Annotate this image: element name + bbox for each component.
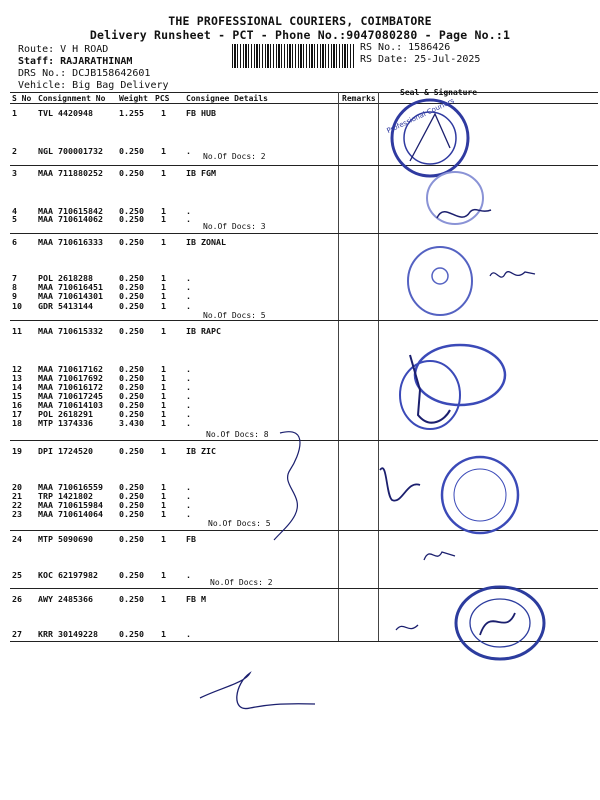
row-consignee: IB FGM xyxy=(186,168,216,178)
row-sno: 7 xyxy=(12,273,17,283)
row-consignment-no: POL 2618291 xyxy=(38,409,93,419)
row-consignee: . xyxy=(186,382,191,392)
row-weight: 0.250 xyxy=(119,291,144,301)
row-pcs: 1 xyxy=(161,570,166,580)
row-sno: 21 xyxy=(12,491,22,501)
row-pcs: 1 xyxy=(161,108,166,118)
doc-count: No.Of Docs: 5 xyxy=(203,311,266,320)
row-consignment-no: DPI 1724520 xyxy=(38,446,93,456)
row-weight: 0.250 xyxy=(119,373,144,383)
row-pcs: 1 xyxy=(161,418,166,428)
doc-count: No.Of Docs: 8 xyxy=(206,430,269,439)
row-weight: 0.250 xyxy=(119,237,144,247)
row-consignee: IB ZONAL xyxy=(186,237,226,247)
row-weight: 0.250 xyxy=(119,364,144,374)
row-consignee: . xyxy=(186,206,191,216)
row-consignee: FB xyxy=(186,534,196,544)
row-pcs: 1 xyxy=(161,382,166,392)
row-pcs: 1 xyxy=(161,214,166,224)
row-weight: 0.250 xyxy=(119,594,144,604)
signature-divider xyxy=(378,92,379,642)
row-consignee: FB HUB xyxy=(186,108,216,118)
row-weight: 0.250 xyxy=(119,400,144,410)
row-consignment-no: MAA 711880252 xyxy=(38,168,103,178)
doc-count: No.Of Docs: 2 xyxy=(203,152,266,161)
remarks-divider xyxy=(338,92,339,642)
row-sno: 9 xyxy=(12,291,17,301)
row-pcs: 1 xyxy=(161,446,166,456)
signature xyxy=(420,540,460,570)
row-consignee: IB RAPC xyxy=(186,326,221,336)
indian-bank-stamp xyxy=(415,170,505,230)
row-consignment-no: NGL 700001732 xyxy=(38,146,103,156)
staff-label: Staff: RAJARATHINAM xyxy=(18,56,133,67)
row-weight: 0.250 xyxy=(119,206,144,216)
row-sno: 23 xyxy=(12,509,22,519)
row-sno: 8 xyxy=(12,282,17,292)
row-consignee: . xyxy=(186,570,191,580)
row-sno: 20 xyxy=(12,482,22,492)
row-consignee: . xyxy=(186,364,191,374)
row-sno: 19 xyxy=(12,446,22,456)
row-consignee: . xyxy=(186,400,191,410)
row-consignee: . xyxy=(186,273,191,283)
row-consignee: . xyxy=(186,301,191,311)
row-consignee: FB M xyxy=(186,594,206,604)
rs-date: RS Date: 25-Jul-2025 xyxy=(360,54,481,65)
row-weight: 0.250 xyxy=(119,214,144,224)
row-weight: 0.250 xyxy=(119,570,144,580)
row-weight: 0.250 xyxy=(119,482,144,492)
row-sno: 4 xyxy=(12,206,17,216)
row-consignee: . xyxy=(186,291,191,301)
row-consignee: IB ZIC xyxy=(186,446,216,456)
doc-count: No.Of Docs: 5 xyxy=(208,519,271,528)
indian-bank-stamp xyxy=(395,236,585,326)
row-weight: 0.250 xyxy=(119,301,144,311)
row-pcs: 1 xyxy=(161,594,166,604)
row-weight: 1.255 xyxy=(119,108,144,118)
row-weight: 0.250 xyxy=(119,500,144,510)
row-consignment-no: GDR 5413144 xyxy=(38,301,93,311)
row-sno: 16 xyxy=(12,400,22,410)
rs-number: RS No.: 1586426 xyxy=(360,42,451,53)
row-sno: 15 xyxy=(12,391,22,401)
col-consignment: Consignment No xyxy=(38,94,106,103)
company-title: THE PROFESSIONAL COURIERS, COIMBATORE xyxy=(168,14,432,28)
row-sno: 2 xyxy=(12,146,17,156)
row-consignee: . xyxy=(186,491,191,501)
row-weight: 0.250 xyxy=(119,409,144,419)
row-weight: 0.250 xyxy=(119,168,144,178)
row-sno: 10 xyxy=(12,301,22,311)
row-weight: 0.250 xyxy=(119,491,144,501)
row-pcs: 1 xyxy=(161,509,166,519)
row-pcs: 1 xyxy=(161,500,166,510)
row-consignee: . xyxy=(186,214,191,224)
handwritten-bracket xyxy=(270,425,330,545)
row-sno: 12 xyxy=(12,364,22,374)
row-consignment-no: MAA 710616559 xyxy=(38,482,103,492)
row-weight: 0.250 xyxy=(119,326,144,336)
footer-signature xyxy=(195,668,335,728)
row-consignment-no: MAA 710617692 xyxy=(38,373,103,383)
row-consignee: . xyxy=(186,500,191,510)
row-consignee: . xyxy=(186,482,191,492)
row-weight: 0.250 xyxy=(119,391,144,401)
doc-count: No.Of Docs: 2 xyxy=(210,578,273,587)
row-pcs: 1 xyxy=(161,373,166,383)
row-pcs: 1 xyxy=(161,206,166,216)
row-consignee: . xyxy=(186,409,191,419)
row-sno: 18 xyxy=(12,418,22,428)
row-weight: 0.250 xyxy=(119,629,144,639)
row-consignment-no: MAA 710616172 xyxy=(38,382,103,392)
row-consignment-no: MAA 710615332 xyxy=(38,326,103,336)
row-consignee: . xyxy=(186,509,191,519)
col-seal-signature: Seal & Signature xyxy=(400,88,478,97)
row-consignment-no: TRP 1421802 xyxy=(38,491,93,501)
row-consignee: . xyxy=(186,373,191,383)
row-consignment-no: AWY 2485366 xyxy=(38,594,93,604)
row-pcs: 1 xyxy=(161,409,166,419)
row-consignee: . xyxy=(186,391,191,401)
doc-count: No.Of Docs: 3 xyxy=(203,222,266,231)
row-sno: 3 xyxy=(12,168,17,178)
row-pcs: 1 xyxy=(161,146,166,156)
row-sno: 26 xyxy=(12,594,22,604)
row-pcs: 1 xyxy=(161,491,166,501)
row-consignment-no: KOC 62197982 xyxy=(38,570,98,580)
row-pcs: 1 xyxy=(161,326,166,336)
row-consignment-no: MAA 710616333 xyxy=(38,237,103,247)
row-sno: 22 xyxy=(12,500,22,510)
row-weight: 0.250 xyxy=(119,509,144,519)
col-weight: Weight xyxy=(119,94,148,103)
svg-text:Professional Couriers: Professional Couriers xyxy=(385,96,456,136)
row-pcs: 1 xyxy=(161,400,166,410)
row-consignee: . xyxy=(186,629,191,639)
row-pcs: 1 xyxy=(161,301,166,311)
row-consignee: . xyxy=(186,146,191,156)
row-pcs: 1 xyxy=(161,291,166,301)
row-weight: 3.430 xyxy=(119,418,144,428)
row-consignment-no: MAA 710615984 xyxy=(38,500,103,510)
row-pcs: 1 xyxy=(161,364,166,374)
row-weight: 0.250 xyxy=(119,146,144,156)
drs-number: DRS No.: DCJB158642601 xyxy=(18,68,151,79)
row-consignment-no: MAA 710616451 xyxy=(38,282,103,292)
row-pcs: 1 xyxy=(161,482,166,492)
row-pcs: 1 xyxy=(161,391,166,401)
row-consignment-no: MAA 710614103 xyxy=(38,400,103,410)
col-pcs: PCS xyxy=(155,94,170,103)
col-remarks: Remarks xyxy=(342,94,376,103)
row-consignee: . xyxy=(186,418,191,428)
barcode xyxy=(232,44,354,68)
row-sno: 11 xyxy=(12,326,22,336)
row-consignment-no: MAA 710615842 xyxy=(38,206,103,216)
row-sno: 1 xyxy=(12,108,17,118)
row-consignment-no: MAA 710617245 xyxy=(38,391,103,401)
row-sno: 17 xyxy=(12,409,22,419)
row-consignee: . xyxy=(186,282,191,292)
row-weight: 0.250 xyxy=(119,534,144,544)
row-consignment-no: KRR 30149228 xyxy=(38,629,98,639)
route-label: Route: V H ROAD xyxy=(18,44,109,55)
federal-bank-stamp xyxy=(390,585,560,665)
indian-bank-stamp xyxy=(372,455,547,545)
row-pcs: 1 xyxy=(161,237,166,247)
row-sno: 27 xyxy=(12,629,22,639)
row-pcs: 1 xyxy=(161,282,166,292)
row-consignment-no: MAA 710614301 xyxy=(38,291,103,301)
row-pcs: 1 xyxy=(161,273,166,283)
indian-bank-stamp xyxy=(390,335,530,445)
row-sno: 6 xyxy=(12,237,17,247)
row-sno: 14 xyxy=(12,382,22,392)
col-consignee: Consignee Details xyxy=(186,94,268,103)
row-weight: 0.250 xyxy=(119,382,144,392)
row-consignment-no: POL 2618288 xyxy=(38,273,93,283)
row-consignment-no: MTP 1374336 xyxy=(38,418,93,428)
row-consignment-no: MTP 5090690 xyxy=(38,534,93,544)
row-weight: 0.250 xyxy=(119,446,144,456)
row-pcs: 1 xyxy=(161,629,166,639)
row-consignment-no: TVL 4420948 xyxy=(38,108,93,118)
col-sno: S No xyxy=(12,94,32,103)
row-sno: 25 xyxy=(12,570,22,580)
row-weight: 0.250 xyxy=(119,282,144,292)
row-weight: 0.250 xyxy=(119,273,144,283)
row-pcs: 1 xyxy=(161,168,166,178)
runsheet-title: Delivery Runsheet - PCT - Phone No.:9047080280 - Page No.:1 xyxy=(89,28,511,42)
row-sno: 24 xyxy=(12,534,22,544)
row-consignment-no: MAA 710617162 xyxy=(38,364,103,374)
row-sno: 5 xyxy=(12,214,17,224)
row-pcs: 1 xyxy=(161,534,166,544)
row-consignment-no: MAA 710614062 xyxy=(38,214,103,224)
row-consignment-no: MAA 710614064 xyxy=(38,509,103,519)
vehicle-label: Vehicle: Big Bag Delivery xyxy=(18,80,169,91)
row-sno: 13 xyxy=(12,373,22,383)
